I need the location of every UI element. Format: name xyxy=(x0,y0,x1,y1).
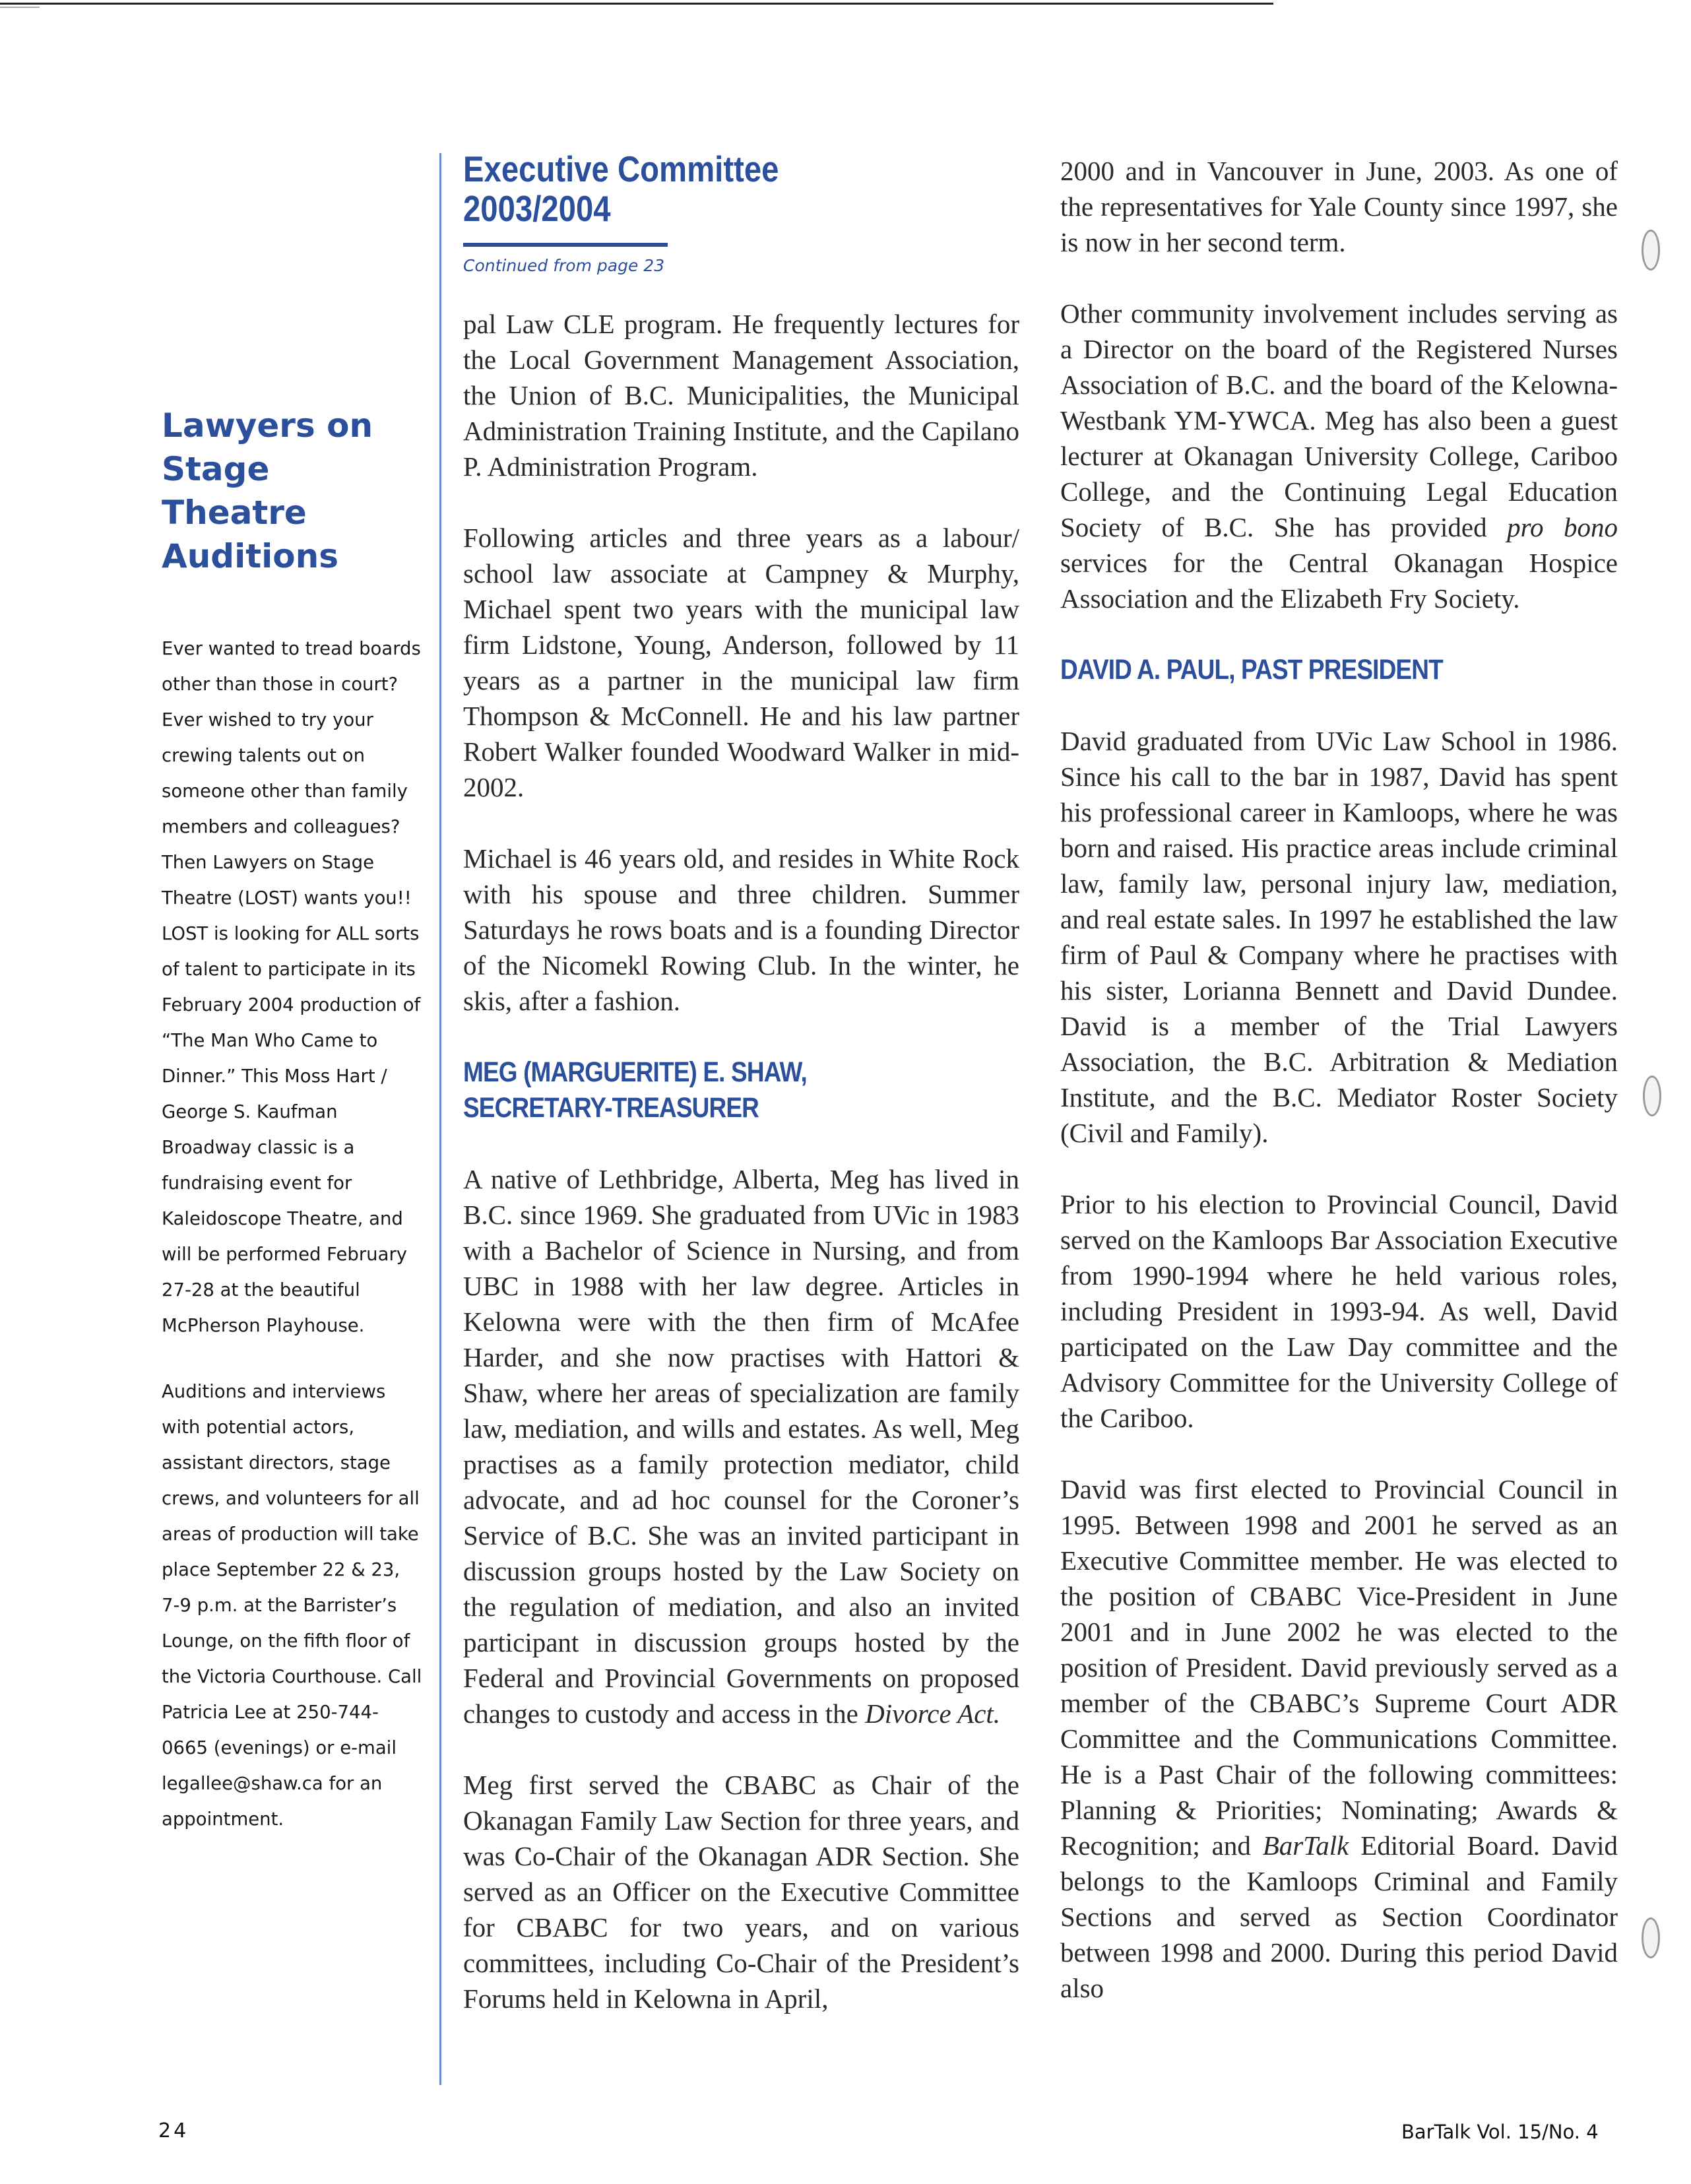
page-number: 24 xyxy=(158,2119,189,2142)
binder-hole xyxy=(1643,1076,1661,1116)
sidebar-paragraph-1: Ever wanted to tread boards other than those in court? Ever wished to try your crewing talents out on someone other than family members and colleagues? Then Lawyers on Stage Theatre (LOST) wants you!! LOST is looking for ALL sorts of talent to participate in its February 2004 production of “The Man Who Came to Dinner.” This Moss Hart / George S. Kaufman Broadway classic is a fundraising event for Kaleidoscope Theatre, and will be performed February 27-28 at the beautiful McPherson Playhouse. xyxy=(162,638,421,1336)
paragraph-text: Editorial Board. David belongs to the Kamloops Criminal and Family Sections and served as Section Coordinator between 1998 and 2000. During this period David also xyxy=(1060,1830,1618,2003)
sidebar-title: Lawyers on Stage Theatre Auditions xyxy=(162,406,373,575)
paragraph: Meg first served the CBABC as Chair of the Okanagan Family Law Section for three years, and was Co-Chair of the Okanagan ADR Section. She served as an Officer on the Executive Committee for CBABC for two years, and on various committees, including Co-Chair of the President’s Forums held in Kelowna in April, xyxy=(463,1770,1019,2014)
paragraph: 2000 and in Vancouver in June, 2003. As one of the representatives for Yale County since 1997, she is now in her second term. xyxy=(1060,156,1618,257)
sidebar-notice xyxy=(162,404,422,1867)
section-heading-david-paul: DAVID A. PAUL, PAST PRESIDENT xyxy=(1060,654,1443,686)
column-divider xyxy=(439,153,441,2085)
paragraph xyxy=(1060,1471,1618,2006)
paragraph: Prior to his election to Provincial Council, David served on the Kamloops Bar Association Executive from 1990-1994 where he held various roles, including President in 1993-94. As well, David participated on the Law Day committee and the Advisory Committee for the University College of the Cariboo. xyxy=(1060,1189,1618,1433)
paragraph xyxy=(1060,296,1618,616)
sidebar-paragraph-2: Auditions and interviews with potential actors, assistant directors, stage crews, and volunteers for all areas of production will take place September 22 & 23, 7-9 p.m. at the Barrister’s Lounge, on the fifth floor of the Victoria Courthouse. Call Patricia Lee at 250-744-0665 (evenings) or e-mail legallee@shaw.ca for an appointment. xyxy=(162,1381,422,1830)
italic-title: BarTalk xyxy=(1262,1830,1349,1861)
section-masthead xyxy=(463,149,833,277)
paragraph-text: services for the Central Okanagan Hospice Association and the Elizabeth Fry Society. xyxy=(1060,548,1618,614)
section-title-line-1: Executive Committee xyxy=(463,148,779,189)
section-heading-meg-shaw xyxy=(463,1054,1018,1126)
italic-title: Divorce Act. xyxy=(865,1698,1001,1729)
continued-note: Continued from page 23 xyxy=(463,256,665,275)
italic-term: pro bono xyxy=(1507,512,1618,542)
binder-hole xyxy=(1642,230,1660,271)
top-border-line xyxy=(0,3,1273,5)
heading-line-2: SECRETARY-TREASURER xyxy=(463,1092,759,1124)
article-column-2 xyxy=(1060,153,1618,2041)
section-title xyxy=(463,149,845,228)
article-column-1 xyxy=(463,306,1019,2052)
heading-line-1: MEG (MARGUERITE) E. SHAW, xyxy=(463,1056,807,1088)
title-underline xyxy=(463,243,668,247)
top-corner-mark xyxy=(0,7,40,8)
paragraph: Following articles and three years as a labour/ school law associate at Campney & Murphy, Michael spent two years with the municipal law firm Lidstone, Young, Anderson, followed by 11 years as a partner in the municipal law firm Thompson & McConnell. He and his law partner Robert Walker founded Woodward Walker in mid-2002. xyxy=(463,523,1019,802)
paragraph xyxy=(463,1161,1019,1731)
paragraph-text: Other community involvement includes serving as a Director on the board of the Registered Nurses Association of B.C. and the board of the Kelowna-Westbank YM-YWCA. Meg has also been a guest lecturer at Okanagan University College, Cariboo College, and the Continuing Legal Education Society of B.C. She has provided xyxy=(1060,298,1618,542)
paragraph: pal Law CLE program. He frequently lectures for the Local Government Management Association, the Union of B.C. Municipalities, the Municipal Administration Training Institute, and the Capilano P. Administration Program. xyxy=(463,309,1019,482)
paragraph-text: A native of Lethbridge, Alberta, Meg has lived in B.C. since 1969. She graduated from UVic in 1983 with a Bachelor of Science in Nursing, and from UBC in 1988 with her law degree. Articles in Kelowna were with the then firm of McAfee Harder, and she now practises with Hattori & Shaw, where her areas of specialization are family law, mediation, and wills and estates. As well, Meg practises as a family protection mediator, child advocate, and ad hoc counsel for the Coroner’s Service of B.C. She was an invited participant in discussion groups hosted by the Law Society on the regulation of mediation, and also an invited participant in discussion groups hosted by the Federal and Provincial Governments on proposed changes to custody and access in the xyxy=(463,1164,1019,1729)
binder-hole xyxy=(1642,1917,1660,1958)
paragraph: David graduated from UVic Law School in 1986. Since his call to the bar in 1987, David has spent his professional career in Kamloops, where he was born and raised. His practice areas include criminal law, family law, personal injury law, mediation, and real estate sales. In 1997 he established the law firm of Paul & Company where he practises with his sister, Lorianna Bennett and David Dundee. David is a member of the Trial Lawyers Association, the B.C. Arbitration & Mediation Institute, and the B.C. Mediator Roster Society (Civil and Family). xyxy=(1060,726,1618,1148)
section-title-line-2: 2003/2004 xyxy=(463,188,611,229)
paragraph: Michael is 46 years old, and resides in White Rock with his spouse and three children. Summer Saturdays he rows boats and is a founding Director of the Nicomekl Rowing Club. In the winter, he skis, after a fashion. xyxy=(463,843,1019,1016)
publication-name: BarTalk Vol. 15/No. 4 xyxy=(1401,2121,1599,2143)
paragraph-text: David was first elected to Provincial Council in 1995. Between 1998 and 2001 he served as an Executive Committee member. He was elected to the position of CBABC Vice-President in June 2001 and in June 2002 he was elected to the position of President. David previously served as a member of the CBABC’s Supreme Court ADR Committee and the Communications Committee. He is a Past Chair of the following committees: Planning & Priorities; Nominating; Awards & Recognition; and xyxy=(1060,1474,1618,1861)
